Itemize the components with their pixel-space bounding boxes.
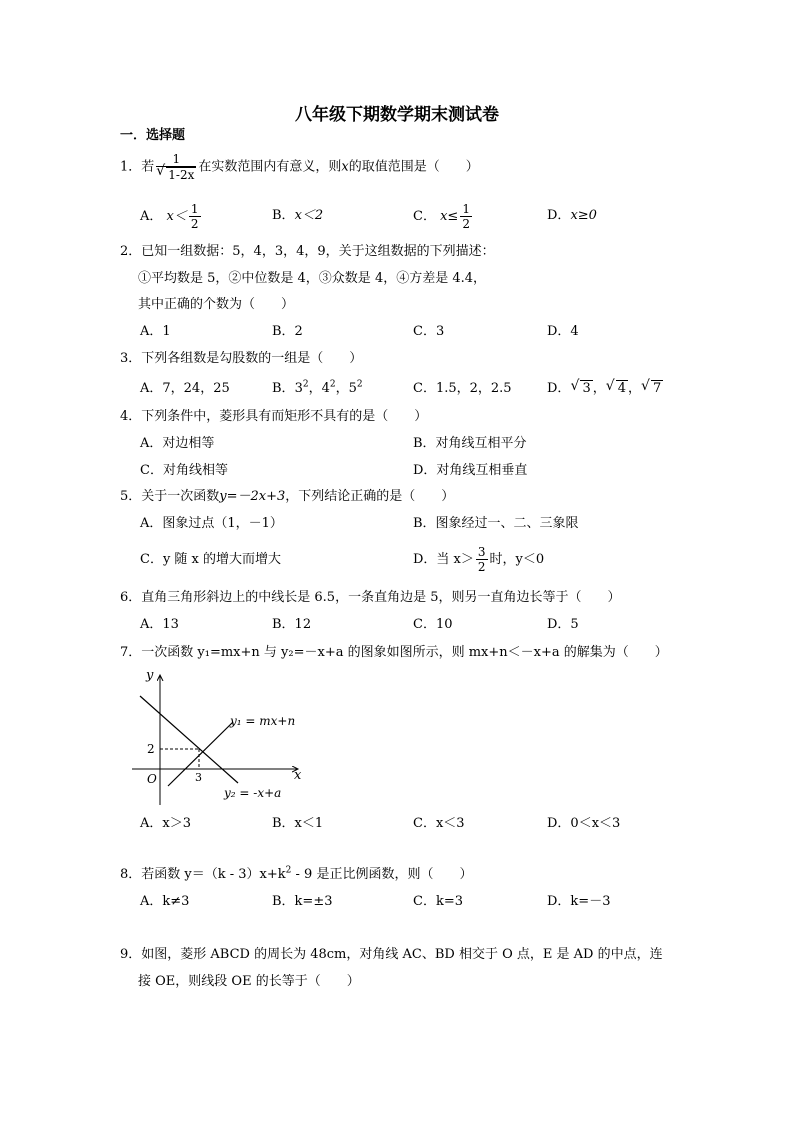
q5-d-frac [476,545,488,574]
q3-option-b[interactable]: B．$3^2$，$4^2$，$5^2$ [272,379,363,396]
q1-radicand: 1-2x [168,168,195,182]
q2-line-1: 2．已知一组数据：5，4，3，4，9，关于这组数据的下列描述： [120,244,495,259]
q3-d-root3: √ 7 [641,378,662,396]
q7-option-d[interactable]: D．0＜x＜3 [547,816,621,831]
q4-stem: 4．下列条件中，菱形具有而矩形不具有的是（ ） [120,409,428,424]
q5-option-b[interactable]: B．图象经过一、二、三象限 [413,516,579,531]
q3-option-c[interactable]: C．1.5，2，2.5 [413,381,512,396]
q8-option-b[interactable]: B．k=±3 [272,894,333,909]
x-tick-label: 3 [195,771,202,784]
q5-d-num: 3 [477,545,486,559]
q3-d-r3: 7 [653,381,662,396]
q3-b-label: B． [272,381,295,396]
q3-d-label: D． [547,381,571,396]
q5-stem-pre: 5．关于一次函数 [120,489,220,504]
q3-b-base2: 4 [321,381,330,396]
q1-a-num: 1 [190,202,199,216]
q5-option-c[interactable]: C．y 随 x 的增大而增大 [140,552,282,567]
q1-fraction [156,152,196,182]
q5-stem [120,487,454,507]
origin-label: O [147,772,157,786]
q5-option-a[interactable]: A．图象过点（1，－1） [140,516,283,531]
q7-stem: 7．一次函数 y₁=mx+n 与 y₂=－x+a 的图象如图所示，则 mx+n＜－x+a 的解集为（ ） [120,645,668,660]
q3-option-a[interactable]: A．7，24，25 [140,381,230,396]
q1-number: 1． [120,159,142,175]
q1-a-frac [189,202,201,231]
page-title: 八年级下期数学期末测试卷 [295,105,499,125]
q8-option-c[interactable]: C．k=3 [413,894,463,909]
q1-radical: √ 1-2x [156,163,195,182]
section-heading: 一．选择题 [120,128,186,143]
q1-option-c[interactable] [413,202,474,231]
line-y1-label: y₁ = mx+n [230,714,296,728]
y-axis-label: y [146,668,154,683]
q5-d-pre: D．当 x＞ [413,552,474,567]
q3-b-exp1: 2 [302,379,309,390]
q8-stem [120,865,472,885]
q5-function: y=－2x+3 [219,489,286,504]
q1-c-label: C． [413,209,436,224]
q1-c-rel: x≤ [440,209,459,224]
q6-option-c[interactable]: C．10 [413,617,453,632]
q3-d-root1: √ 3 [570,378,591,396]
q3-b-base3: 5 [348,381,357,396]
q2-option-b[interactable]: B．2 [272,324,303,339]
q1-c-frac [460,202,472,231]
q1-frac-num: 1 [156,152,196,167]
q1-pre: 若 [141,159,155,175]
q8-stem-exp: 2 [285,865,292,876]
q2-line-2: ①平均数是 5，②中位数是 4，③众数是 4，④方差是 4.4， [138,271,487,286]
q1-post: 在实数范围内有意义，则 [198,159,342,175]
q1-var: x [341,159,349,175]
q1-b-text: x＜2 [294,208,324,223]
q1-c-den: 2 [462,217,470,231]
q2-option-d[interactable]: D．4 [547,324,579,339]
q1-d-label: D． [547,208,571,223]
q2-option-c[interactable]: C．3 [413,324,445,339]
q4-option-c[interactable]: C．对角线相等 [140,463,228,478]
q1-option-b[interactable] [272,206,323,226]
q7-option-a[interactable]: A．x＞3 [140,816,191,831]
q3-d-r1: 3 [582,381,591,396]
q6-option-a[interactable]: A．13 [140,617,179,632]
y-tick-label: 2 [147,742,155,756]
q6-option-d[interactable]: D．5 [547,617,579,632]
q9-line-1: 9．如图，菱形 ABCD 的周长为 48cm，对角线 AC、BD 相交于 O 点，E 是 AD 的中点，连 [120,947,663,962]
q1-b-label: B． [272,208,295,223]
q2-option-a[interactable]: A．1 [140,324,171,339]
q6-option-b[interactable]: B．12 [272,617,312,632]
line-y2-label: y₂ = -x+a [224,786,282,800]
q4-option-a[interactable]: A．对边相等 [140,436,215,451]
q1-c-num: 1 [462,202,470,216]
x-axis-label: x [294,768,302,783]
q5-stem-post: ，下列结论正确的是（ ） [285,489,455,504]
q1-a-den: 2 [190,217,199,231]
q3-b-base1: 3 [294,381,303,396]
q4-option-b[interactable]: B．对角线互相平分 [413,436,527,451]
q8-option-a[interactable]: A．k≠3 [140,894,190,909]
q3-b-exp2: 2 [329,379,336,390]
q5-d-den: 2 [477,560,486,574]
q3-b-exp3: 2 [356,379,363,390]
question-1 [120,152,479,182]
q6-stem: 6．直角三角形斜边上的中线长是 6.5，一条直角边是 5，则另一直角边长等于（ ） [120,590,621,605]
q1-d-text: x≥0 [570,208,597,223]
q8-stem-pre: 8．若函数 y＝（k - 3）x+k [120,867,286,882]
q5-d-post: 时，y＜0 [489,552,545,567]
q8-option-d[interactable]: D．k=－3 [547,894,611,909]
q3-stem: 3．下列各组数是勾股数的一组是（ ） [120,351,363,366]
q2-line-3: 其中正确的个数为（ ） [138,297,295,312]
q7-option-b[interactable]: B．x＜1 [272,816,324,831]
q1-tail: 的取值范围是（ ） [348,159,479,175]
q7-graph [130,665,310,810]
q3-d-r2: 4 [617,381,627,396]
q1-option-a[interactable] [140,202,203,231]
q8-stem-post: - 9 是正比例函数，则（ ） [291,867,473,882]
q1-option-d[interactable] [547,206,597,226]
q7-option-c[interactable]: C．x＜3 [413,816,465,831]
q9-line-2: 接 OE，则线段 OE 的长等于（ ） [138,974,360,989]
q5-option-d[interactable] [413,545,544,574]
q4-option-d[interactable]: D．对角线互相垂直 [413,463,528,478]
q1-a-rel: x＜ [166,209,187,224]
q1-a-label: A． [140,209,163,224]
line-y2 [140,696,238,783]
q3-option-d[interactable]: D． √ 3 ， √ 4 ， √ 7 [547,379,663,399]
q3-d-root2: √ 4 [605,378,627,396]
